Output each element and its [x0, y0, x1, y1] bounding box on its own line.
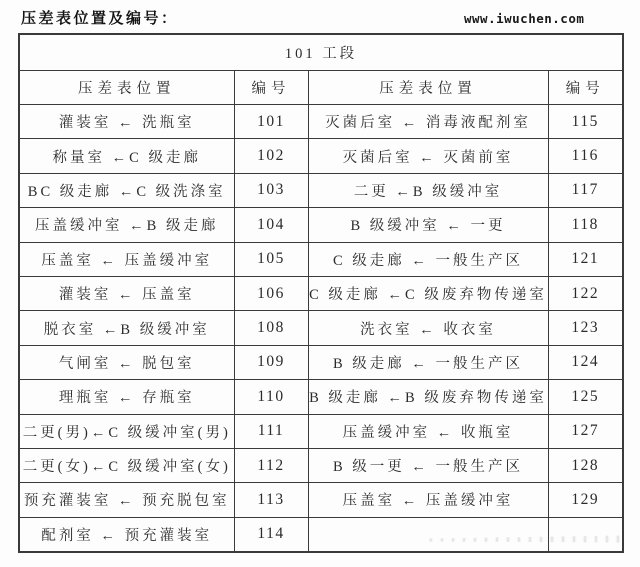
- table-row: [19, 105, 623, 139]
- right-position-cell: B 级一更 ← 一般生产区: [308, 448, 548, 482]
- left-number-cell: 103: [234, 173, 308, 207]
- right-position-cell: C 级走廊 ← 一般生产区: [308, 242, 548, 276]
- table-row: [19, 414, 623, 448]
- right-number-cell: 121: [548, 242, 623, 276]
- table-row: [19, 242, 623, 276]
- left-position-cell: 理瓶室 ← 存瓶室: [19, 380, 234, 414]
- left-position-cell: 配剂室 ← 预充灌装室: [19, 517, 234, 552]
- left-position-cell: 脱衣室 ←B 级缓冲室: [19, 311, 234, 345]
- left-position-cell: 二更(女)←C 级缓冲室(女): [19, 448, 234, 482]
- right-position-cell: B 级缓冲室 ← 一更: [308, 208, 548, 242]
- right-number-cell: 128: [548, 448, 623, 482]
- right-position-cell: 洗衣室 ← 收衣室: [308, 311, 548, 345]
- table-row: [19, 448, 623, 482]
- table-row: [19, 208, 623, 242]
- right-position-cell: B 级走廊 ←B 级废弃物传递室: [308, 380, 548, 414]
- table-row: [19, 311, 623, 345]
- table-row: [19, 139, 623, 173]
- right-number-cell: 118: [548, 208, 623, 242]
- right-number-cell: [548, 517, 623, 552]
- section-header-row: [19, 34, 623, 71]
- left-number-cell: 114: [234, 517, 308, 552]
- right-number-cell: 122: [548, 276, 623, 310]
- section-header-cell: 101 工段: [19, 34, 623, 71]
- column-header-left-number: 编号: [234, 71, 308, 105]
- table-row: [19, 276, 623, 310]
- right-position-cell: 二更 ←B 级缓冲室: [308, 173, 548, 207]
- left-position-cell: 二更(男)←C 级缓冲室(男): [19, 414, 234, 448]
- column-header-row: [19, 71, 623, 105]
- right-number-cell: 129: [548, 483, 623, 517]
- right-number-cell: 127: [548, 414, 623, 448]
- right-number-cell: 116: [548, 139, 623, 173]
- left-position-cell: 称量室 ←C 级走廊: [19, 139, 234, 173]
- left-number-cell: 104: [234, 208, 308, 242]
- left-position-cell: 预充灌装室 ← 预充脱包室: [19, 483, 234, 517]
- page-title: 压差表位置及编号：: [21, 10, 179, 27]
- left-position-cell: 灌装室 ← 压盖室: [19, 276, 234, 310]
- column-header-right-number: 编号: [548, 71, 623, 105]
- left-number-cell: 111: [234, 414, 308, 448]
- left-number-cell: 108: [234, 311, 308, 345]
- left-position-cell: 压盖缓冲室 ←B 级走廊: [19, 208, 234, 242]
- right-position-cell: [308, 517, 548, 552]
- left-position-cell: 气闸室 ← 脱包室: [19, 345, 234, 379]
- right-position-cell: B 级走廊 ← 一般生产区: [308, 345, 548, 379]
- erased-smudge: [452, 529, 510, 545]
- right-position-cell: 灭菌后室 ← 灭菌前室: [308, 139, 548, 173]
- right-number-cell: 117: [548, 173, 623, 207]
- table-row: [19, 173, 623, 207]
- site-url-watermark: www.iwuchen.com: [464, 11, 585, 26]
- right-number-cell: 125: [548, 380, 623, 414]
- left-number-cell: 110: [234, 380, 308, 414]
- column-header-left-position: 压差表位置: [19, 71, 234, 105]
- left-position-cell: BC 级走廊 ←C 级洗涤室: [19, 173, 234, 207]
- right-number-cell: 123: [548, 311, 623, 345]
- table-row: [19, 380, 623, 414]
- table-row: [19, 483, 623, 517]
- column-header-right-position: 压差表位置: [308, 71, 548, 105]
- right-number-cell: 124: [548, 345, 623, 379]
- left-number-cell: 102: [234, 139, 308, 173]
- left-number-cell: 112: [234, 448, 308, 482]
- pressure-gauge-table: [18, 33, 624, 553]
- right-position-cell: 压盖缓冲室 ← 收瓶室: [308, 414, 548, 448]
- right-number-cell: 115: [548, 105, 623, 139]
- left-number-cell: 109: [234, 345, 308, 379]
- right-position-cell: 灭菌后室 ← 消毒液配剂室: [308, 105, 548, 139]
- left-number-cell: 113: [234, 483, 308, 517]
- table-row: [19, 517, 623, 552]
- left-number-cell: 101: [234, 105, 308, 139]
- left-number-cell: 105: [234, 242, 308, 276]
- table-row: [19, 345, 623, 379]
- left-position-cell: 压盖室 ← 压盖缓冲室: [19, 242, 234, 276]
- right-position-cell: 压盖室 ← 压盖缓冲室: [308, 483, 548, 517]
- right-position-cell: C 级走廊 ←C 级废弃物传递室: [308, 276, 548, 310]
- left-number-cell: 106: [234, 276, 308, 310]
- left-position-cell: 灌装室 ← 洗瓶室: [19, 105, 234, 139]
